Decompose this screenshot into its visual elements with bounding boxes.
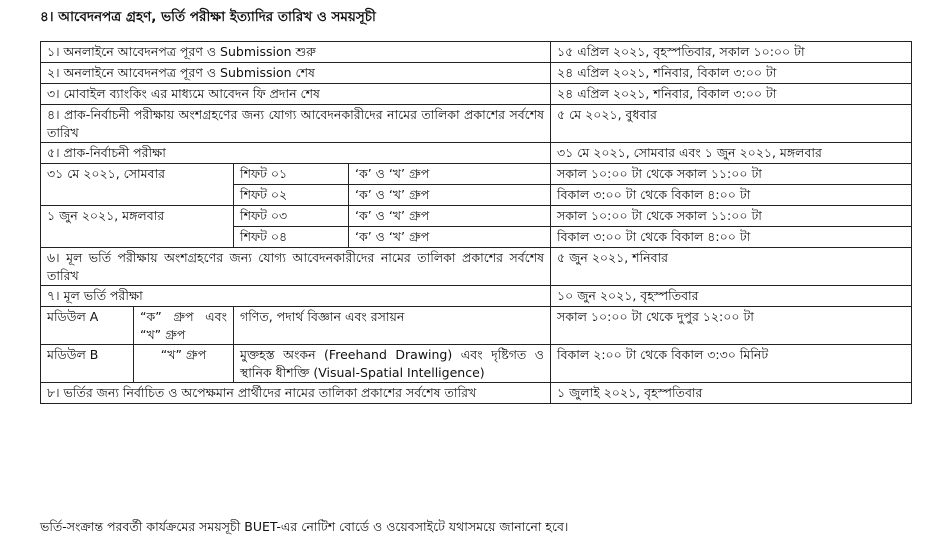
module-name-cell: মডিউল B (41, 345, 134, 383)
shift-group-cell: ‘ক’ ও ‘খ’ গ্রুপ (349, 185, 551, 206)
event-cell: ১। অনলাইনে আবেদনপত্র পূরণ ও Submission শুরু (41, 42, 551, 63)
table-row (41, 164, 912, 185)
date-cell: ৩১ মে ২০২১, সোমবার এবং ১ জুন ২০২১, মঙ্গলবার (551, 143, 912, 164)
event-cell: ৪। প্রাক-নির্বাচনী পরীক্ষায় অংশগ্রহণের জন্য যোগ্য আবেদনকারীদের নামের তালিকা প্রকাশের সর্বশেষ তারিখ (41, 105, 551, 143)
table-row (41, 63, 912, 84)
shift-name-cell: শিফট ০২ (234, 185, 349, 206)
date-cell: ২৪ এপ্রিল ২০২১, শনিবার, বিকাল ৩:০০ টা (551, 63, 912, 84)
event-cell: ৫। প্রাক-নির্বাচনী পরীক্ষা (41, 143, 551, 164)
event-cell: ৮। ভর্তির জন্য নির্বাচিত ও অপেক্ষমান প্রার্থীদের নামের তালিকা প্রকাশের সর্বশেষ তারিখ (41, 383, 551, 404)
module-group-cell: “খ” গ্রুপ (134, 345, 234, 383)
section-heading: ৪। আবেদনপত্র গ্রহণ, ভর্তি পরীক্ষা ইত্যাদির তারিখ ও সময়সূচী (40, 9, 376, 25)
date-cell: ১০ জুন ২০২১, বৃহস্পতিবার (551, 286, 912, 307)
module-name-cell: মডিউল A (41, 307, 134, 345)
module-subjects-cell: গণিত, পদার্থ বিজ্ঞান এবং রসায়ন (234, 307, 551, 345)
shift-day-cell: ১ জুন ২০২১, মঙ্গলবার (41, 206, 234, 248)
schedule-table (40, 41, 912, 404)
event-cell: ২। অনলাইনে আবেদনপত্র পূরণ ও Submission শেষ (41, 63, 551, 84)
shift-name-cell: শিফট ০১ (234, 164, 349, 185)
event-cell: ৭। মূল ভর্তি পরীক্ষা (41, 286, 551, 307)
event-cell: ৩। মোবাইল ব্যাংকিং এর মাধ্যমে আবেদন ফি প্রদান শেষ (41, 84, 551, 105)
table-row (41, 105, 912, 143)
shift-time-cell: বিকাল ৩:০০ টা থেকে বিকাল ৪:০০ টা (551, 185, 912, 206)
table-row (41, 42, 912, 63)
date-cell: ৫ জুন ২০২১, শনিবার (551, 248, 912, 286)
table-row (41, 143, 912, 164)
module-time-cell: বিকাল ২:০০ টা থেকে বিকাল ৩:৩০ মিনিট (551, 345, 912, 383)
table-row (41, 307, 912, 345)
table-row (41, 383, 912, 404)
module-subjects-cell: মুক্তহস্ত অংকন (Freehand Drawing) এবং দৃষ্টিগত ও স্থানিক ধীশক্তি (Visual-Spatial Intelligence) (234, 345, 551, 383)
date-cell: ২৪ এপ্রিল ২০২১, শনিবার, বিকাল ৩:০০ টা (551, 84, 912, 105)
shift-time-cell: সকাল ১০:০০ টা থেকে সকাল ১১:০০ টা (551, 206, 912, 227)
event-cell: ৬। মূল ভর্তি পরীক্ষায় অংশগ্রহণের জন্য যোগ্য আবেদনকারীদের নামের তালিকা প্রকাশের সর্বশেষ তারিখ (41, 248, 551, 286)
shift-name-cell: শিফট ০৩ (234, 206, 349, 227)
shift-group-cell: ‘ক’ ও ‘খ’ গ্রুপ (349, 227, 551, 248)
table-row (41, 206, 912, 227)
shift-group-cell: ‘ক’ ও ‘খ’ গ্রুপ (349, 206, 551, 227)
date-cell: ১৫ এপ্রিল ২০২১, বৃহস্পতিবার, সকাল ১০:০০ টা (551, 42, 912, 63)
table-row (41, 286, 912, 307)
module-time-cell: সকাল ১০:০০ টা থেকে দুপুর ১২:০০ টা (551, 307, 912, 345)
date-cell: ৫ মে ২০২১, বুধবার (551, 105, 912, 143)
shift-group-cell: ‘ক’ ও ‘খ’ গ্রুপ (349, 164, 551, 185)
shift-time-cell: বিকাল ৩:০০ টা থেকে বিকাল ৪:০০ টা (551, 227, 912, 248)
shift-time-cell: সকাল ১০:০০ টা থেকে সকাল ১১:০০ টা (551, 164, 912, 185)
footer-note: ভর্তি-সংক্রান্ত পরবর্তী কার্যক্রমের সময়সূচী BUET-এর নোটিশ বোর্ডে ও ওয়েবসাইটে যথাসময়ে জানানো হবে। (40, 519, 569, 534)
table-row (41, 345, 912, 383)
shift-day-cell: ৩১ মে ২০২১, সোমবার (41, 164, 234, 206)
table-row (41, 248, 912, 286)
module-group-cell: “ক” গ্রুপ এবং “খ” গ্রুপ (134, 307, 234, 345)
date-cell: ১ জুলাই ২০২১, বৃহস্পতিবার (551, 383, 912, 404)
table-row (41, 84, 912, 105)
shift-name-cell: শিফট ০৪ (234, 227, 349, 248)
